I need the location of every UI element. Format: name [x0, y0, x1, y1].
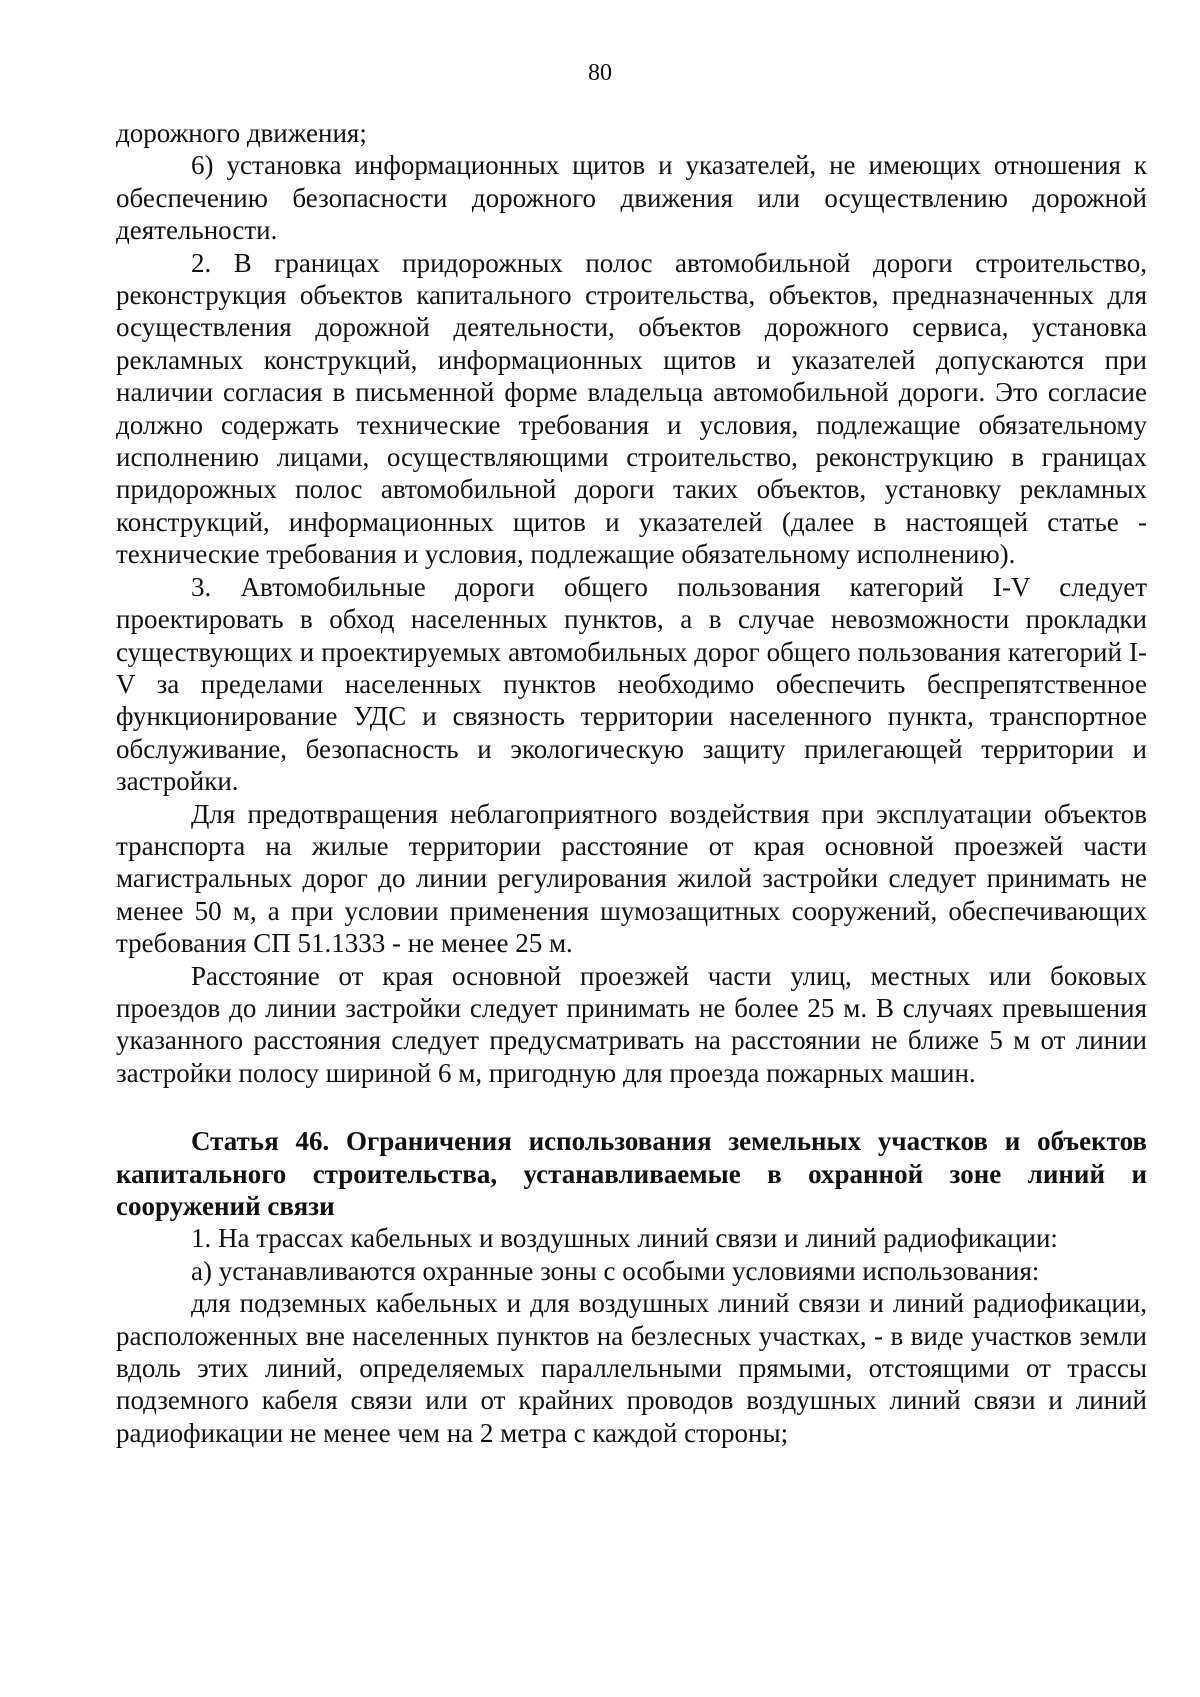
paragraph-clause-2: 2. В границах придорожных полос автомобильной дороги строительство, реконструкция объектов капитального строительства, объектов, предназначенных для осуществления дорожной деятельности, объектов дорожного сервиса, установка рекламных конструкций, информационных щитов и указателей допускаются при наличии согласия в письменной форме владельца автомобильной дороги. Это согласие должно содержать технические требования и условия, подлежащие обязательному исполнению лицами, осуществляющими строительство, реконструкцию в границах придорожных полос автомобильной дороги таких объектов, установку рекламных конструкций, информационных щитов и указателей (далее в настоящей статье - технические требования и условия, подлежащие обязательному исполнению). — [116, 247, 1147, 570]
article-heading: Статья 46. Ограничения использования земельных участков и объектов капитального строительства, устанавливаемые в охранной зоне линий и сооружений связи — [116, 1126, 1147, 1221]
paragraph-item-6: 6) установка информационных щитов и указателей, не имеющих отношения к обеспечению безопасности дорожного движения или осуществлению дорожной деятельности. — [116, 150, 1147, 246]
paragraph-continuation: дорожного движения; — [116, 118, 367, 148]
paragraph-noise-protection: Для предотвращения неблагоприятного воздействия при эксплуатации объектов транспорта на жилые территории расстояние от края основной проезжей части магистральных дорог до линии регулирования жилой застройки следует принимать не менее 50 м, а при условии применения шумозащитных сооружений, обеспечивающих требования СП 51.1333 - не менее 25 м. — [116, 798, 1147, 959]
page-number: 80 — [588, 60, 612, 86]
paragraph-building-distance: Расстояние от края основной проезжей части улиц, местных или боковых проездов до линии застройки следует принимать не более 25 м. В случаях превышения указанного расстояния следует предусматривать на расстоянии не ближе 5 м от линии застройки полосу шириной 6 м, пригодную для проезда пожарных машин. — [116, 960, 1147, 1088]
paragraph-clause-3: 3. Автомобильные дороги общего пользования категорий I-V следует проектировать в обход населенных пунктов, а в случае невозможности прокладки существующих и проектируемых автомобильных дорог общего пользования категорий I-V за пределами населенных пунктов необходимо обеспечить беспрепятственное функционирование УДС и связность территории населенного пункта, транспортное обслуживание, безопасность и экологическую защиту прилегающей территории и застройки. — [116, 571, 1147, 797]
document-body — [116, 117, 1147, 1449]
paragraph-subclause-a: а) устанавливаются охранные зоны с особыми условиями использования: — [191, 1255, 1040, 1286]
paragraph-article-clause-1: 1. На трассах кабельных и воздушных линий связи и линий радиофикации: — [191, 1223, 1058, 1254]
paragraph-underground-lines: для подземных кабельных и для воздушных линий связи и линий радиофикации, расположенных вне населенных пунктов на безлесных участках, - в виде участков земли вдоль этих линий, определяемых параллельными прямыми, отстоящими от трассы подземного кабеля связи или от крайних проводов воздушных линий связи и линий радиофикации не менее чем на 2 метра с каждой стороны; — [116, 1288, 1147, 1448]
